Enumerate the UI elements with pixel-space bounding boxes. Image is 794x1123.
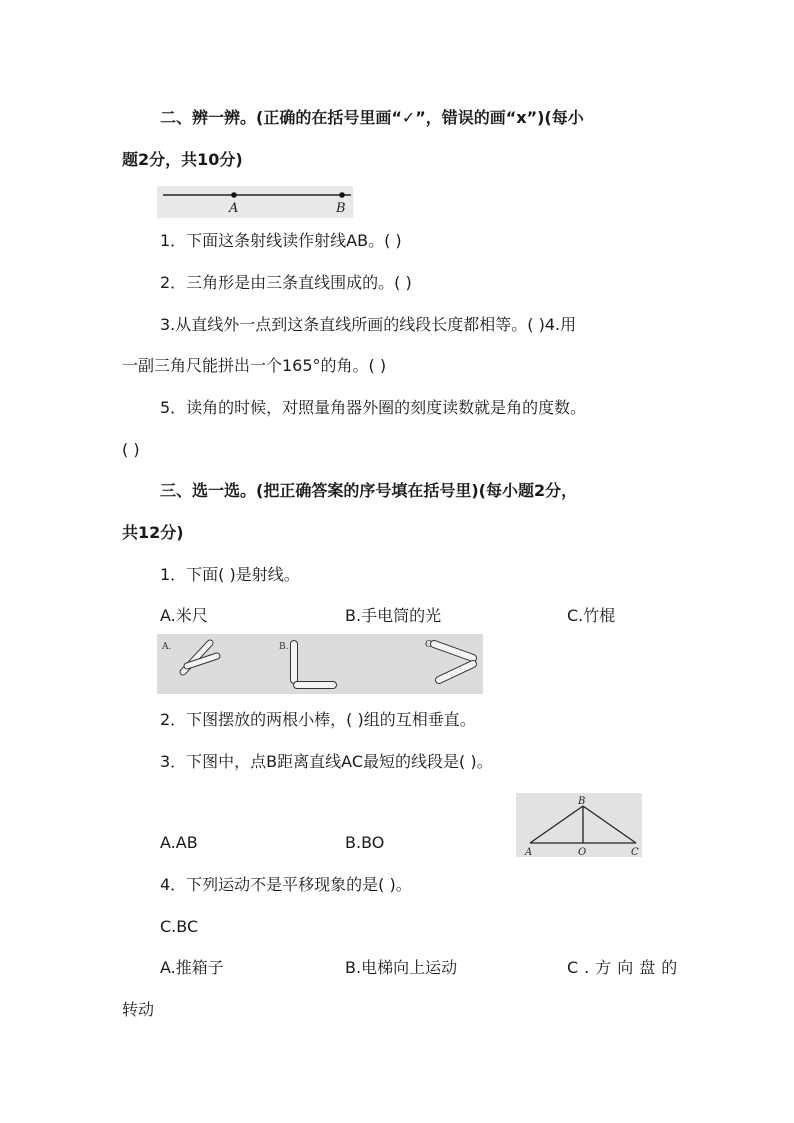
triangle-label-b: B [578,796,586,807]
s2-question-5-line2: ( ) [122,440,140,459]
section3-heading-line1: 三、选一选。(把正确答案的序号填在括号里)(每小题2分， [160,481,578,500]
s3-q1-option-a: A.米尺 [160,606,208,625]
s2-question-5-line1: 5．读角的时候，对照量角器外圈的刻度读数就是角的度数。 [160,398,587,417]
s2-question-2: 2．三角形是由三条直线围成的。( ) [160,273,412,292]
s3-q3-option-c: C.BC [160,917,199,936]
s2-question-3-line2: 一副三角尺能拼出一个165°的角。( ) [122,356,387,375]
section2-heading-line1: 二、辨一辨。(正确的在括号里画“✓”，错误的画“x”)(每小 [160,108,584,127]
point-b-label: B [336,201,346,216]
s2-question-1: 1．下面这条射线读作射线AB。( ) [160,231,402,250]
s3-q4-option-a: A.推箱子 [160,958,224,977]
sticks-diagram [157,634,483,694]
triangle-label-c: C [631,847,639,857]
segment-bc [583,806,636,843]
stick-group-c [434,644,473,680]
triangle-label-a: A [525,847,533,857]
ray-diagram [157,186,353,218]
s3-question-4: 4．下列运动不是平移现象的是( )。 [160,875,412,894]
triangle-label-o: O [578,847,587,857]
point-a [231,192,237,198]
s3-question-1: 1．下面( )是射线。 [160,565,300,584]
sticks-label-a: A. [162,642,172,652]
s3-q4-option-c-cont: 转动 [122,1000,155,1019]
segment-ab [530,806,583,843]
s3-q1-option-c: C.竹棍 [567,606,616,625]
s3-q1-option-b: B.手电筒的光 [345,606,442,625]
stick-group-a [183,643,217,672]
sticks-label-b: B. [279,642,289,652]
s3-q3-option-a: A.AB [160,833,198,852]
s3-question-3: 3．下图中，点B距离直线AC最短的线段是( )。 [160,752,493,771]
s3-q4-option-b: B.电梯向上运动 [345,958,458,977]
sticks-figure [157,634,483,694]
point-b [339,192,345,198]
section3-heading-line2: 共12分) [122,523,184,542]
section2-heading-line2: 题2分，共10分) [122,150,243,169]
point-a-label: A [229,201,239,216]
stick-group-b [294,644,333,685]
ray-figure [157,186,353,218]
triangle-diagram [516,793,642,857]
sticks-label-c: C. [425,640,435,650]
triangle-figure [516,793,642,857]
s2-question-3-line1: 3.从直线外一点到这条直线所画的线段长度都相等。( )4.用 [160,315,577,334]
s3-q3-option-b: B.BO [345,833,385,852]
s3-question-2: 2．下图摆放的两根小棒，( )组的互相垂直。 [160,710,476,729]
s3-q4-option-c: C.方向盘的 [567,958,684,977]
